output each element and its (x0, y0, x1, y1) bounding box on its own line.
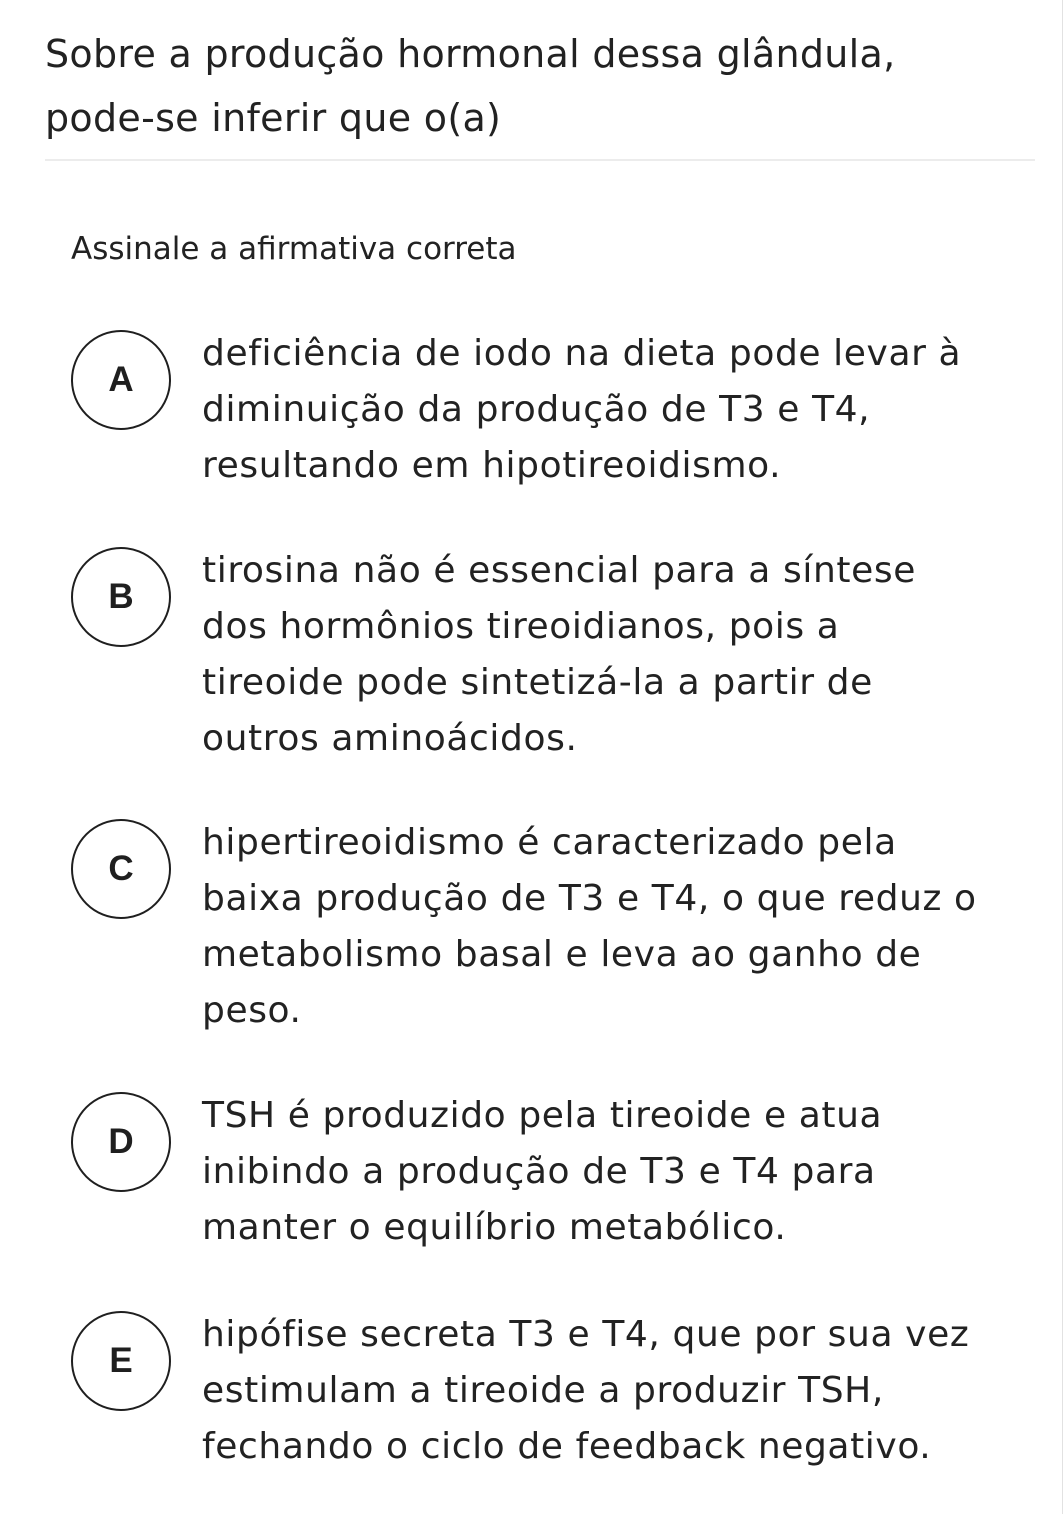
option-a-letter-badge[interactable]: A (71, 330, 171, 430)
question-text (45, 22, 1005, 150)
option-b-line-2: dos hormônios tireoidianos, pois a (202, 606, 840, 647)
option-e-letter-badge[interactable]: E (71, 1311, 171, 1411)
option-b-line-1: tirosina não é essencial para a síntese (202, 550, 916, 591)
option-d-line-1: TSH é produzido pela tireoide e atua (202, 1095, 883, 1136)
option-e-text[interactable] (202, 1307, 1012, 1475)
divider (45, 159, 1035, 161)
option-b-line-4: outros aminoácidos. (202, 718, 578, 759)
option-b-letter-badge[interactable]: B (71, 547, 171, 647)
question-line-1: Sobre a produção hormonal dessa glândula, (45, 32, 896, 76)
option-a-line-2: diminuição da produção de T3 e T4, (202, 389, 871, 430)
option-c-text[interactable] (202, 815, 1012, 1039)
option-c-line-2: baixa produção de T3 e T4, o que reduz o (202, 878, 977, 919)
option-e-line-3: fechando o ciclo de feedback negativo. (202, 1426, 932, 1467)
option-e-line-1: hipófise secreta T3 e T4, que por sua vez (202, 1314, 970, 1355)
option-c-letter-badge[interactable]: C (71, 819, 171, 919)
option-a-text[interactable] (202, 326, 1012, 494)
option-b-text[interactable] (202, 543, 1012, 767)
instruction-text: Assinale a afirmativa correta (71, 231, 517, 267)
option-c-line-4: peso. (202, 990, 302, 1031)
option-d-line-2: inibindo a produção de T3 e T4 para (202, 1151, 876, 1192)
option-e-line-2: estimulam a tireoide a produzir TSH, (202, 1370, 884, 1411)
option-c-line-3: metabolismo basal e leva ao ganho de (202, 934, 922, 975)
option-d-letter-badge[interactable]: D (71, 1092, 171, 1192)
option-a-line-1: deficiência de iodo na dieta pode levar à (202, 333, 962, 374)
option-d-text[interactable] (202, 1088, 1012, 1256)
option-b-line-3: tireoide pode sintetizá-la a partir de (202, 662, 873, 703)
question-line-2: pode-se inferir que o(a) (45, 96, 502, 140)
option-a-line-3: resultando em hipotireoidismo. (202, 445, 782, 486)
option-d-line-3: manter o equilíbrio metabólico. (202, 1207, 787, 1248)
option-c-line-1: hipertireoidismo é caracterizado pela (202, 822, 897, 863)
